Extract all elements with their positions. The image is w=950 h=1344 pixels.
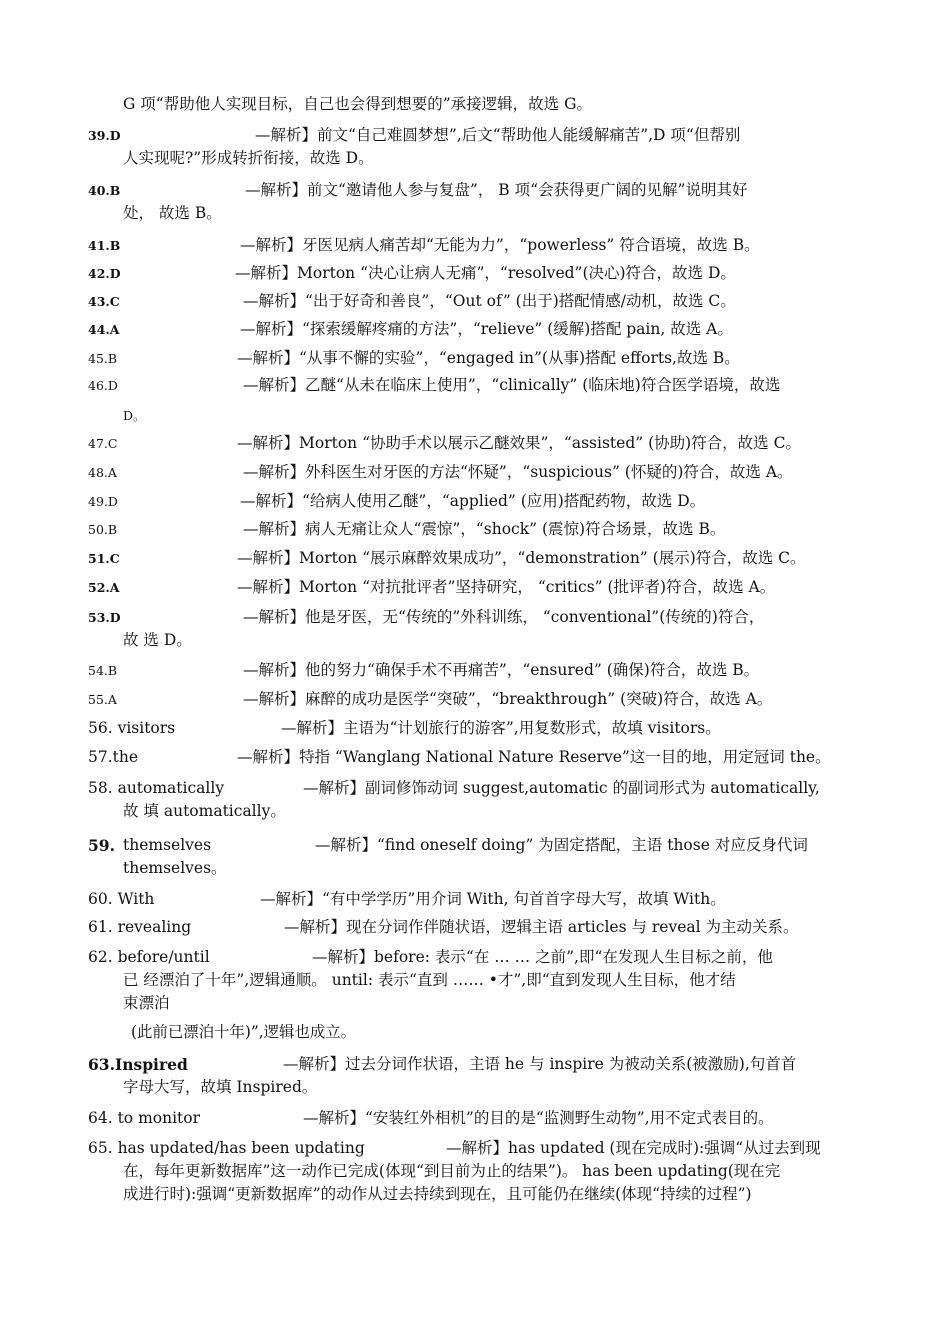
analysis-text: —解析】“从事不懈的实验”，“engaged in”(从事)搭配 efforts,故选 B。 bbox=[237, 349, 740, 367]
answer-label: 61. revealing bbox=[88, 918, 192, 936]
analysis-text: —解析】Morton “对抗批评者”坚持研究， “critics” (批评者)符合，故选 A。 bbox=[237, 578, 776, 596]
answer-label: 60. With bbox=[88, 890, 155, 908]
entry-51 bbox=[0, 547, 950, 570]
question-number: 44.A bbox=[88, 322, 120, 337]
analysis-text: —解析】特指 “Wanglang National Nature Reserve”这一目的地，用定冠词 the。 bbox=[237, 748, 831, 766]
analysis-text-continuation: 故 选 D。 bbox=[123, 631, 192, 649]
analysis-text-continuation: D。 bbox=[123, 408, 146, 423]
entry-62-continued bbox=[0, 1021, 950, 1044]
entry-63 bbox=[0, 1053, 950, 1099]
entry-41 bbox=[0, 234, 950, 257]
analysis-text: —解析】副词修饰动词 suggest,automatic 的副词形式为 automatically, bbox=[303, 779, 820, 797]
answer-label: 57.the bbox=[88, 748, 139, 766]
entry-43 bbox=[0, 290, 950, 313]
analysis-text: —解析】他的努力“确保手术不再痛苦”，“ensured” (确保)符合，故选 B。 bbox=[243, 661, 760, 679]
entry-text-continuation: G 项“帮助他人实现目标，自己也会得到想要的”承接逻辑，故选 G。 bbox=[123, 95, 592, 113]
entry-46 bbox=[0, 374, 950, 427]
question-number: 46.D bbox=[88, 378, 118, 393]
entry-47 bbox=[0, 432, 950, 455]
entry-52 bbox=[0, 576, 950, 599]
question-number: 49.D bbox=[88, 494, 118, 509]
analysis-text-continuation: (此前已漂泊十年)”,逻辑也成立。 bbox=[131, 1023, 357, 1041]
analysis-text: —解析】外科医生对牙医的方法“怀疑”，“suspicious” (怀疑的)符合，故选 A。 bbox=[243, 463, 793, 481]
analysis-text-continuation: 束漂泊 bbox=[123, 994, 170, 1012]
entry-48 bbox=[0, 461, 950, 484]
entry-53 bbox=[0, 606, 950, 652]
analysis-text-continuation: 成进行时):强调“更新数据库”的动作从过去持续到现在，且可能仍在继续(体现“持续的过程”) bbox=[123, 1185, 752, 1203]
question-number: 42.D bbox=[88, 266, 121, 281]
question-number: 41.B bbox=[88, 238, 121, 253]
answer-label: themselves bbox=[123, 836, 212, 854]
entry-40 bbox=[0, 179, 950, 225]
analysis-text: —解析】过去分词作状语，主语 he 与 inspire 为被动关系(被激励),句首首 bbox=[283, 1055, 797, 1073]
answer-label: 64. to monitor bbox=[88, 1109, 201, 1127]
answer-label: 62. before/until bbox=[88, 948, 210, 966]
entry-62 bbox=[0, 946, 950, 1015]
analysis-text: —解析】他是牙医，无“传统的”外科训练， “conventional”(传统的)符合， bbox=[243, 608, 765, 626]
question-number: 54.B bbox=[88, 663, 118, 678]
analysis-text: —解析】前文“邀请他人参与复盘”， B 项“会获得更广阔的见解”说明其好 bbox=[245, 181, 748, 199]
analysis-text: —解析】麻醉的成功是医学“突破”，“breakthrough” (突破)符合，故选 A。 bbox=[243, 690, 773, 708]
analysis-text: —解析】Morton “展示麻醉效果成功”，“demonstration” (展示)符合，故选 C。 bbox=[237, 549, 806, 567]
entry-39 bbox=[0, 124, 950, 170]
analysis-text: —解析】主语为“计划旅行的游客”,用复数形式，故填 visitors。 bbox=[281, 719, 721, 737]
analysis-text: —解析】牙医见病人痛苦却“无能为力”，“powerless” 符合语境，故选 B。 bbox=[240, 236, 760, 254]
analysis-text: —解析】“安装红外相机”的目的是“监测野生动物”,用不定式表目的。 bbox=[303, 1109, 774, 1127]
analysis-text-continuation: 故 填 automatically。 bbox=[123, 802, 286, 820]
analysis-text: —解析】Morton “协助手术以展示乙醚效果”，“assisted” (协助)符合，故选 C。 bbox=[237, 434, 801, 452]
question-number: 50.B bbox=[88, 522, 118, 537]
analysis-text: —解析】“有中学学历”用介词 With, 句首首字母大写，故填 With。 bbox=[260, 890, 726, 908]
question-number: 55.A bbox=[88, 692, 117, 707]
analysis-text-continuation: 处， 故选 B。 bbox=[123, 204, 222, 222]
analysis-text: —解析】Morton “决心让病人无痛”，“resolved”(决心)符合，故选 D。 bbox=[235, 264, 736, 282]
question-number: 45.B bbox=[88, 351, 118, 366]
entry-61 bbox=[0, 916, 950, 939]
answer-label: 63.Inspired bbox=[88, 1055, 188, 1074]
analysis-text: —解析】乙醚“从未在临床上使用”，“clinically” (临床地)符合医学语境，故选 bbox=[243, 376, 781, 394]
entry-49 bbox=[0, 490, 950, 513]
analysis-text-continuation: 在，每年更新数据库”这一动作已完成(体现“到目前为止的结果”)。 has been updating(现在完 bbox=[123, 1162, 781, 1180]
question-number: 52.A bbox=[88, 580, 120, 595]
analysis-text: —解析】现在分词作伴随状语，逻辑主语 articles 与 reveal 为主动关系。 bbox=[284, 918, 799, 936]
question-number: 40.B bbox=[88, 183, 121, 198]
analysis-text: —解析】has updated (现在完成时):强调“从过去到现 bbox=[446, 1139, 821, 1157]
entry-57 bbox=[0, 746, 950, 769]
analysis-text-continuation: 已 经漂泊了十年”,逻辑通顺。 until: 表示“直到 …… •才”,即“直到发现人生目标，他才结 bbox=[123, 971, 736, 989]
entry-56 bbox=[0, 717, 950, 740]
entry-64 bbox=[0, 1107, 950, 1130]
entry-54 bbox=[0, 659, 950, 682]
analysis-text: —解析】病人无痛让众人“震惊”，“shock” (震惊)符合场景，故选 B。 bbox=[243, 520, 726, 538]
answer-label: 58. automatically bbox=[88, 779, 225, 797]
analysis-text: —解析】before: 表示“在 … … 之前”,即“在发现人生目标之前，他 bbox=[312, 948, 773, 966]
entry-59 bbox=[0, 834, 950, 880]
analysis-text: —解析】“给病人使用乙醚”，“applied” (应用)搭配药物，故选 D。 bbox=[240, 492, 706, 510]
question-number: 47.C bbox=[88, 436, 118, 451]
analysis-text-continuation: themselves。 bbox=[123, 859, 227, 877]
analysis-text: —解析】“find oneself doing” 为固定搭配，主语 those 对应反身代词 bbox=[315, 836, 808, 854]
answer-label: 65. has updated/has been updating bbox=[88, 1139, 365, 1157]
entry-50 bbox=[0, 518, 950, 541]
question-number: 39.D bbox=[88, 128, 121, 143]
entry-58 bbox=[0, 777, 950, 823]
analysis-text-continuation: 字母大写，故填 Inspired。 bbox=[123, 1078, 318, 1096]
analysis-text: —解析】“出于好奇和善良”，“Out of” (出于)搭配情感/动机，故选 C。 bbox=[243, 292, 736, 310]
question-number: 59. bbox=[88, 836, 115, 855]
analysis-text: —解析】前文“自己难圆梦想”,后文“帮助他人能缓解痛苦”,D 项“但帮别 bbox=[255, 126, 741, 144]
entry-55 bbox=[0, 688, 950, 711]
question-number: 48.A bbox=[88, 465, 117, 480]
entry-intro bbox=[0, 93, 950, 116]
question-number: 51.C bbox=[88, 551, 120, 566]
entry-42 bbox=[0, 262, 950, 285]
question-number: 43.C bbox=[88, 294, 120, 309]
entry-60 bbox=[0, 888, 950, 911]
entry-65 bbox=[0, 1137, 950, 1206]
answer-label: 56. visitors bbox=[88, 719, 176, 737]
entry-44 bbox=[0, 318, 950, 341]
analysis-text-continuation: 人实现呢?”形成转折衔接，故选 D。 bbox=[123, 149, 374, 167]
entry-45 bbox=[0, 347, 950, 370]
question-number: 53.D bbox=[88, 610, 121, 625]
analysis-text: —解析】“探索缓解疼痛的方法”，“relieve” (缓解)搭配 pain, 故选 A。 bbox=[240, 320, 733, 338]
